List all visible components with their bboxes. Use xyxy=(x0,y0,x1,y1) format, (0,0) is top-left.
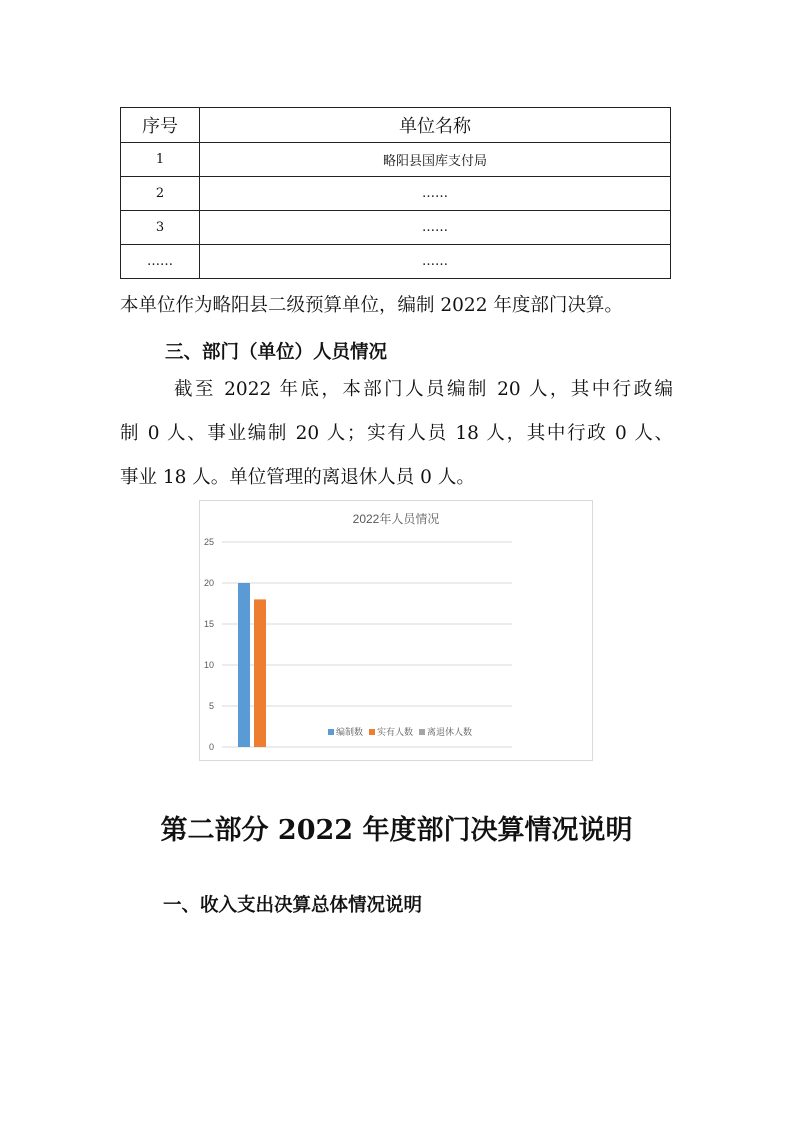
table-row xyxy=(121,177,671,211)
part-two-title: 第二部分 2022 年度部门决算情况说明 xyxy=(160,815,633,846)
staff-chart-svg xyxy=(200,501,592,760)
legend-swatch xyxy=(369,729,375,735)
table-row xyxy=(121,143,671,177)
header-unit-name: 单位名称 xyxy=(200,108,671,143)
cell-seq: 3 xyxy=(121,211,200,245)
cell-seq: …… xyxy=(121,245,200,279)
legend-swatch xyxy=(419,729,425,735)
cell-unit-name: 略阳县国库支付局 xyxy=(200,143,671,177)
staff-chart xyxy=(199,500,593,761)
cell-seq: 1 xyxy=(121,143,200,177)
cell-unit-name: …… xyxy=(200,177,671,211)
legend-label: 编制数 xyxy=(336,728,364,738)
y-tick-label: 5 xyxy=(208,701,214,711)
header-seq: 序号 xyxy=(121,108,200,143)
y-tick-label: 10 xyxy=(203,660,214,670)
paragraph-staff-line-1: 截至 2022 年底，本部门人员编制 20 人，其中行政编 xyxy=(174,379,673,400)
cell-seq: 2 xyxy=(121,177,200,211)
section-heading-staff: 三、部门（单位）人员情况 xyxy=(165,342,388,363)
legend-swatch xyxy=(328,729,334,735)
paragraph-staff-line-3: 事业 18 人。单位管理的离退休人员 0 人。 xyxy=(120,467,475,488)
cell-unit-name: …… xyxy=(200,211,671,245)
legend-label: 实有人数 xyxy=(377,728,414,738)
y-tick-label: 25 xyxy=(203,537,214,547)
table-header-row xyxy=(121,108,671,143)
paragraph-staff-line-2: 制 0 人、事业编制 20 人；实有人员 18 人，其中行政 0 人、 xyxy=(120,423,673,444)
y-tick-label: 20 xyxy=(203,578,214,588)
y-tick-label: 15 xyxy=(203,619,214,629)
bar-编制数 xyxy=(238,583,250,747)
table-row xyxy=(121,211,671,245)
legend-label: 离退休人数 xyxy=(427,728,473,738)
chart-title: 2022年人员情况 xyxy=(352,512,440,526)
bar-实有人数 xyxy=(254,599,266,747)
y-tick-label: 0 xyxy=(208,742,214,752)
section-heading-income: 一、收入支出决算总体情况说明 xyxy=(163,895,423,916)
cell-unit-name: …… xyxy=(200,245,671,279)
paragraph-budget-unit: 本单位作为略阳县二级预算单位，编制 2022 年度部门决算。 xyxy=(120,295,623,316)
table-row xyxy=(121,245,671,279)
units-table xyxy=(120,107,671,279)
